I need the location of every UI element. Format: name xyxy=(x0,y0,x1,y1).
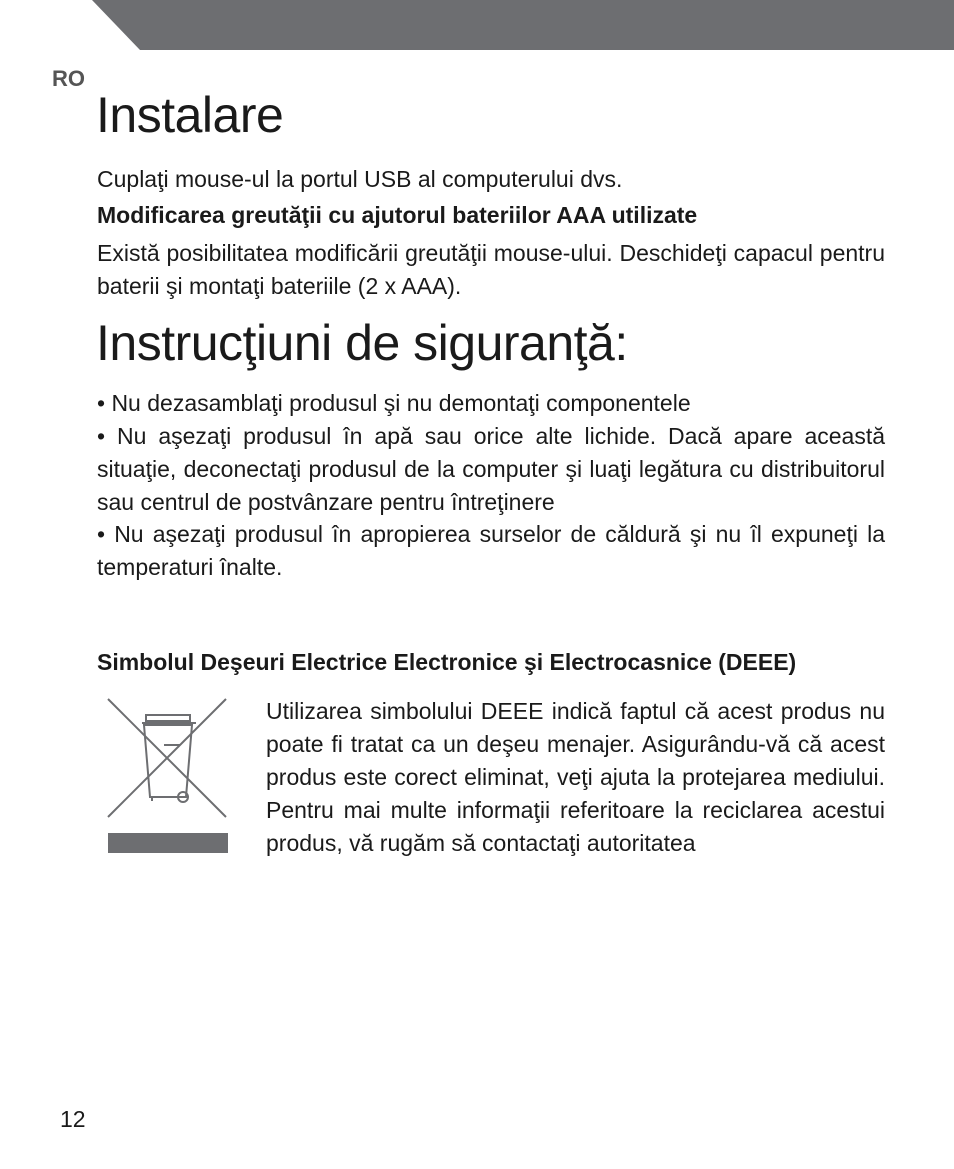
safety-item: • Nu aşezaţi produsul în apă sau orice alte lichide. Dacă apare această situaţie, deconectaţi produsul de la computer şi luaţi legătura cu distribuitorul sau centrul de postvânzare pentru întreţinere xyxy=(97,423,885,515)
install-title: Instalare xyxy=(96,87,284,143)
header-band xyxy=(0,0,954,50)
safety-title: Instrucţiuni de siguranţă: xyxy=(96,315,628,371)
safety-item: • Nu aşezaţi produsul în apropierea surselor de căldură şi nu îl expuneţi la temperaturi înalte. xyxy=(97,521,885,580)
language-code: RO xyxy=(52,66,85,91)
safety-item: • Nu dezasamblaţi produsul şi nu demontaţi componentele xyxy=(97,390,691,416)
weight-paragraph: Există posibilitatea modificării greutăţii mouse-ului. Deschideţi capacul pentru baterii şi montaţi bateriile (2 x AAA). xyxy=(97,240,885,299)
weee-paragraph: Utilizarea simbolului DEEE indică faptul că acest produs nu poate fi tratat ca un deşeu menajer. Asigurându-vă că acest produs este corect eliminat, veţi ajuta la protejarea mediului. Pentru mai multe informaţii referitoare la reciclarea acestui produs, vă rugăm să contactaţi autoritatea xyxy=(266,698,885,856)
crossed-out-wheelie-bin-icon xyxy=(104,697,230,855)
weee-heading: Simbolul Deşeuri Electrice Electronice şi Electrocasnice (DEEE) xyxy=(97,649,797,675)
install-step: Cuplaţi mouse-ul la portul USB al computerului dvs. xyxy=(97,166,623,192)
weight-subheading: Modificarea greutăţii cu ajutorul bateriilor AAA utilizate xyxy=(97,202,698,228)
page-number: 12 xyxy=(60,1106,86,1132)
